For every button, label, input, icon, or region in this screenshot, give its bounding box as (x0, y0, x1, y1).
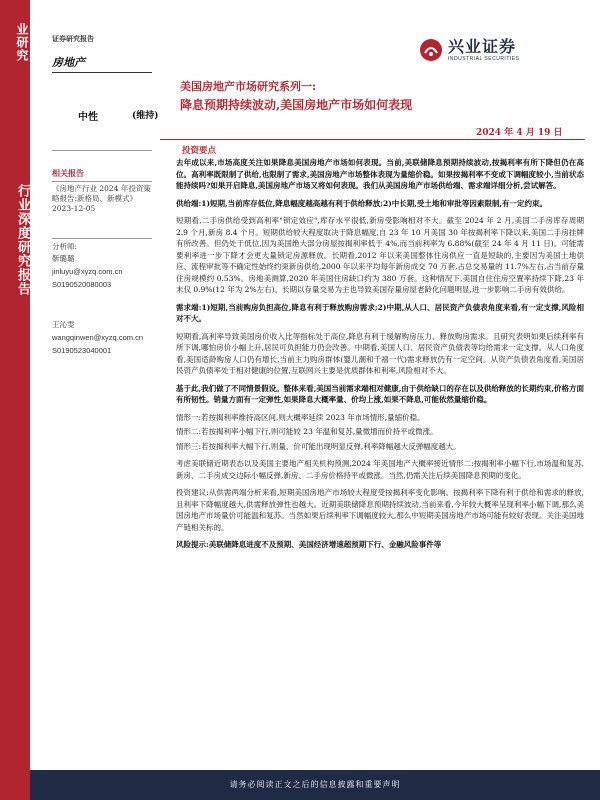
rating-label: 中性 (78, 112, 98, 123)
invest-heading: 投资要点 (182, 146, 217, 156)
analyst-rule (52, 238, 152, 239)
title-line2: 降息预期持续波动,美国房地产市场如何表现 (180, 98, 413, 112)
footer-disclaimer: 请务必阅读正文之后的信息披露和重要声明 (30, 770, 600, 800)
paragraph-supply: 供给端:1)短期,当前库存低位,降息幅度越高越有利于供给释放;2)中长期,受土地和审批等因素限制,有一定约束。 (176, 198, 548, 208)
supply-short-term: 短期看,二手房供给受到高利率"锁定效应",库存水平很低,新房受影响相对不大。截至 2024 年 2 月,美国二手房库存周期 2.9 个月,新房 8.4 个月。短期供给较大程度取决于降息幅度,自 23 年 10 月美国 30 年按揭利率下降以来,美国二手房挂牌有所改善。但仍处于低位,因为美国绝大部分房屋按揭利率低于 4%,而当前利率为 6.88%(截至 24 年 4 月 11 日)。可能需要利率进一步下降才会更大量锁定房源释放。 (176, 216, 584, 260)
related-title: 相关报告 (52, 168, 84, 178)
industry-label: 房地产 (52, 56, 85, 69)
title-line1: 美国房地产市场研究系列一: (180, 80, 317, 93)
paragraph-intro: 去年成以来,市场高度关注如果降息美国房地产市场如何表现。当前,美联储降息预期持续波动,按揭利率有所下降但仍在高位。高利率既限制了供给,也限制了需求,美国房地产市场整体表现为量缩价稳。如果按揭利率不变或下调幅度较小,当前状态能持续吗?如果开启降息,美国房地产市场又将如何表现。我们从美国房地产市场供给端、需求端详细分析,尝试解答。 (176, 158, 584, 190)
related-rule (52, 181, 152, 182)
industry-underline (52, 72, 152, 73)
analyst2-cert: S0190523040001 (52, 346, 112, 355)
paragraph-demand: 需求端:1)短期,当前购房负担高位,降息有利于释放购房需求;2)中期,从人口、居民资产负债表角度来看,有一定支撑,风险相对不大。 (176, 302, 584, 323)
left-panel-rule (52, 150, 152, 151)
analyst1-email[interactable]: jinluyu@xyzq.com.cn (52, 267, 123, 276)
logo-en: INDUSTRIAL SECURITIES (448, 56, 520, 62)
demand-short-term: 短期看,高利率导致美国房价收入比等指标处于高位,降息有利于缓解购房压力、释放购房需求。且研究表明如果后续利率有所下调,哪怕房价小幅上升,居民可负担能力仍会改善。 (176, 331, 584, 352)
analyst2-name: 王沁雯 (52, 320, 75, 329)
paragraph-demand-detail (176, 331, 584, 377)
demand-mid-term: 中期看,美国人口、居民资产负债表等均给需求一定支撑。从人口角度看,美国适龄购房人口仍有增长,当前主力购房群体(婴儿潮和千禧一代)需求释放仍有一定空间。从资产负债表角度看,美国居民资产负债率处于相对健康的位置,互联网兴主要是优质群体和利率,风险相对不大。 (176, 343, 584, 375)
company-logo (420, 38, 519, 62)
supply-long-term: 长期看,2012 年以来美国整体住房供应一直是短缺的,主要因为美国土地供应、流程审批等不确定性始终约束新房供给,2000 年以来平均每年新房成交 70 万套,占总交易量的 11.7%左右,占当前存量住房规模约 0.53%。房地美测算,2020 年美国住房缺口约为 380 万套。这种情况下,美国自住住房空置率持续下降,23 年末仅 0.9%(12 年为 2%左右)。长期以存量交易为主也导致美国存量房屋老龄化问题明显,进一步影响二手房有效供给。 (176, 250, 584, 294)
analyst1-cert: S0190520080003 (52, 280, 112, 289)
main-body (176, 157, 584, 551)
paragraph-advice: 投资建议:从供需两端分析来看,短期美国房地产市场较大程度受按揭利率变化影响。按揭利率下降有利于供给和需求的释放,且利率下降幅度越大,供需释放弹性也越大。近期美联储降息预期持续波动,当前来看,今年较大概率呈现利率小幅下调,那么美国房地产市场量价可能温和复苏。当然如果后续利率下调幅度较大,那么中短期美国房地产市场可能有较好表现。关注美国地产链相关标的。 (176, 488, 584, 532)
analyst1-name: 靳璐璐 (52, 254, 75, 263)
analyst2-email[interactable]: wangqinwen@xyzq.com.cn (52, 333, 143, 342)
date-rule (160, 139, 585, 140)
sidebar-bottom-label: 行业深度研究报告 (15, 184, 30, 296)
scenario-2: 情形二:若按揭利率小幅下行,则可能较 23 年温和复苏,量微增而价持平或微涨。 (176, 427, 438, 436)
sidebar-stripe (0, 0, 30, 800)
logo-cn: 兴业证券 (448, 37, 517, 56)
related-report: 《房地产行业 2024 年投资策略报告:新格局、新模式》 2023-12-05 (52, 184, 151, 213)
rating-sub: (维持) (132, 111, 159, 121)
paragraph-risk: 风险提示:美联储降息进度不及预期、美国经济增速超预期下行、金融风险事件等 (176, 540, 442, 549)
logo-mark-icon (420, 39, 442, 61)
sidebar-top-label: 业研究 (15, 22, 29, 62)
paragraph-outlook: 考虑美联储近期表态以及美国主要地产相关机构预测,2024 年美国地产大概率接近情形二:按揭利率小幅下行,市场温和复苏,新房、二手房成交边际小幅反弹,新房、二手房价格持平或微涨。当然,仍需关注后续美国降息预期的变化。 (176, 459, 584, 480)
analyst-label: 分析师: (52, 242, 78, 251)
report-type: 证券研究报告 (52, 34, 94, 43)
scenario-1: 情形一:若按揭利率维持高区间,则大概率延续 2023 年市场情形,量缩价稳。 (176, 412, 425, 422)
paragraph-supply-detail (176, 215, 584, 296)
paragraph-scenarios: 基于此,我们做了不同情景假设。整体来看,美国当前需求端相对健康,由于供给缺口的存在以及供给释放的长期约束,价格方面有所韧性。销量方面有一定弹性,如果降息大概率量、价均上涨,如果不降息,可能依然量缩价稳。 (176, 383, 584, 404)
scenario-3: 情形三:若按揭利率大幅下行,则量、价可能出现明显反弹,利率降幅越大反弹幅度越大。 (176, 441, 461, 451)
report-date: 2024 年 4 月 19 日 (476, 128, 563, 138)
